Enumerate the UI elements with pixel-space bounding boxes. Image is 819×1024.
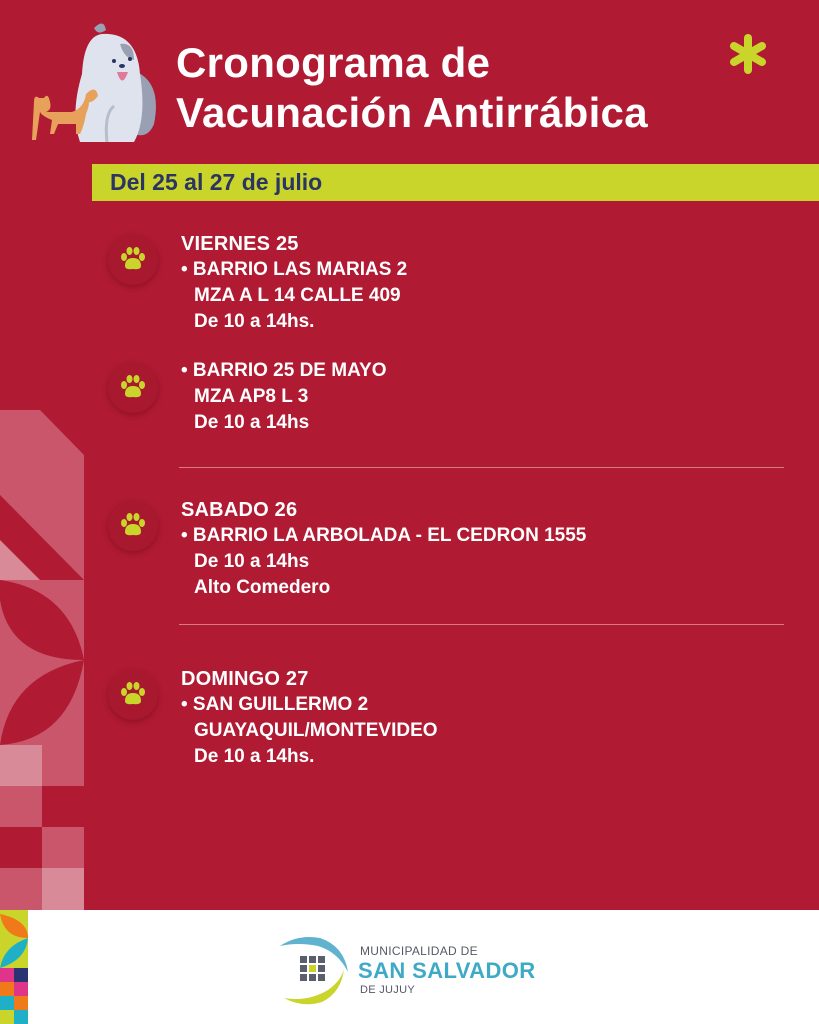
location-name: • SAN GUILLERMO 2: [181, 694, 369, 715]
location-address: GUAYAQUIL/MONTEVIDEO: [194, 720, 438, 741]
day-heading: VIERNES 25: [181, 233, 299, 255]
date-range-text: Del 25 al 27 de julio: [110, 169, 323, 195]
schedule-location-viernes-2: [181, 358, 387, 436]
schedule-day-domingo: [181, 666, 438, 770]
asterisk-icon: [728, 32, 768, 76]
location-address: MZA A L 14 CALLE 409: [194, 285, 401, 306]
paw-icon-sabado: [108, 501, 158, 551]
location-hours: De 10 a 14hs.: [194, 746, 315, 767]
location-address: MZA AP8 L 3: [194, 386, 309, 407]
logo-line-2: SAN SALVADOR: [358, 958, 536, 983]
divider: [179, 624, 784, 625]
page-title: [176, 38, 648, 138]
paw-icon-viernes-1: [108, 235, 158, 285]
day-heading: DOMINGO 27: [181, 668, 309, 690]
schedule-day-viernes: [181, 231, 407, 335]
paw-icon-viernes-2: [108, 363, 158, 413]
location-name: • BARRIO LAS MARIAS 2: [181, 259, 408, 280]
location-name: • BARRIO LA ARBOLADA - EL CEDRON 1555: [181, 525, 587, 546]
paw-icon: [119, 245, 147, 273]
paw-icon: [119, 680, 147, 708]
location-hours: De 10 a 14hs: [194, 412, 310, 433]
schedule-day-sabado: [181, 497, 586, 601]
dog-and-cat-illustration: [22, 14, 167, 144]
location-hours: De 10 a 14hs.: [194, 311, 315, 332]
paw-icon: [119, 511, 147, 539]
logo-line-3: DE JUJUY: [360, 984, 415, 996]
logo-line-1: MUNICIPALIDAD DE: [360, 944, 478, 958]
location-hours: De 10 a 14hs: [194, 551, 310, 572]
day-heading: SABADO 26: [181, 499, 298, 521]
divider: [179, 467, 784, 468]
municipality-logo-icon: [278, 932, 358, 1008]
footer: [0, 910, 819, 1024]
paw-icon: [119, 373, 147, 401]
title-line-1: Cronograma de: [176, 39, 491, 86]
paw-icon-domingo: [108, 670, 158, 720]
municipality-logo: [278, 932, 548, 1012]
title-line-2: Vacunación Antirrábica: [176, 89, 648, 136]
date-range-banner: [92, 164, 819, 201]
location-name: • BARRIO 25 DE MAYO: [181, 360, 387, 381]
location-area: Alto Comedero: [194, 577, 331, 598]
footer-decorative-pattern: [0, 910, 28, 1024]
